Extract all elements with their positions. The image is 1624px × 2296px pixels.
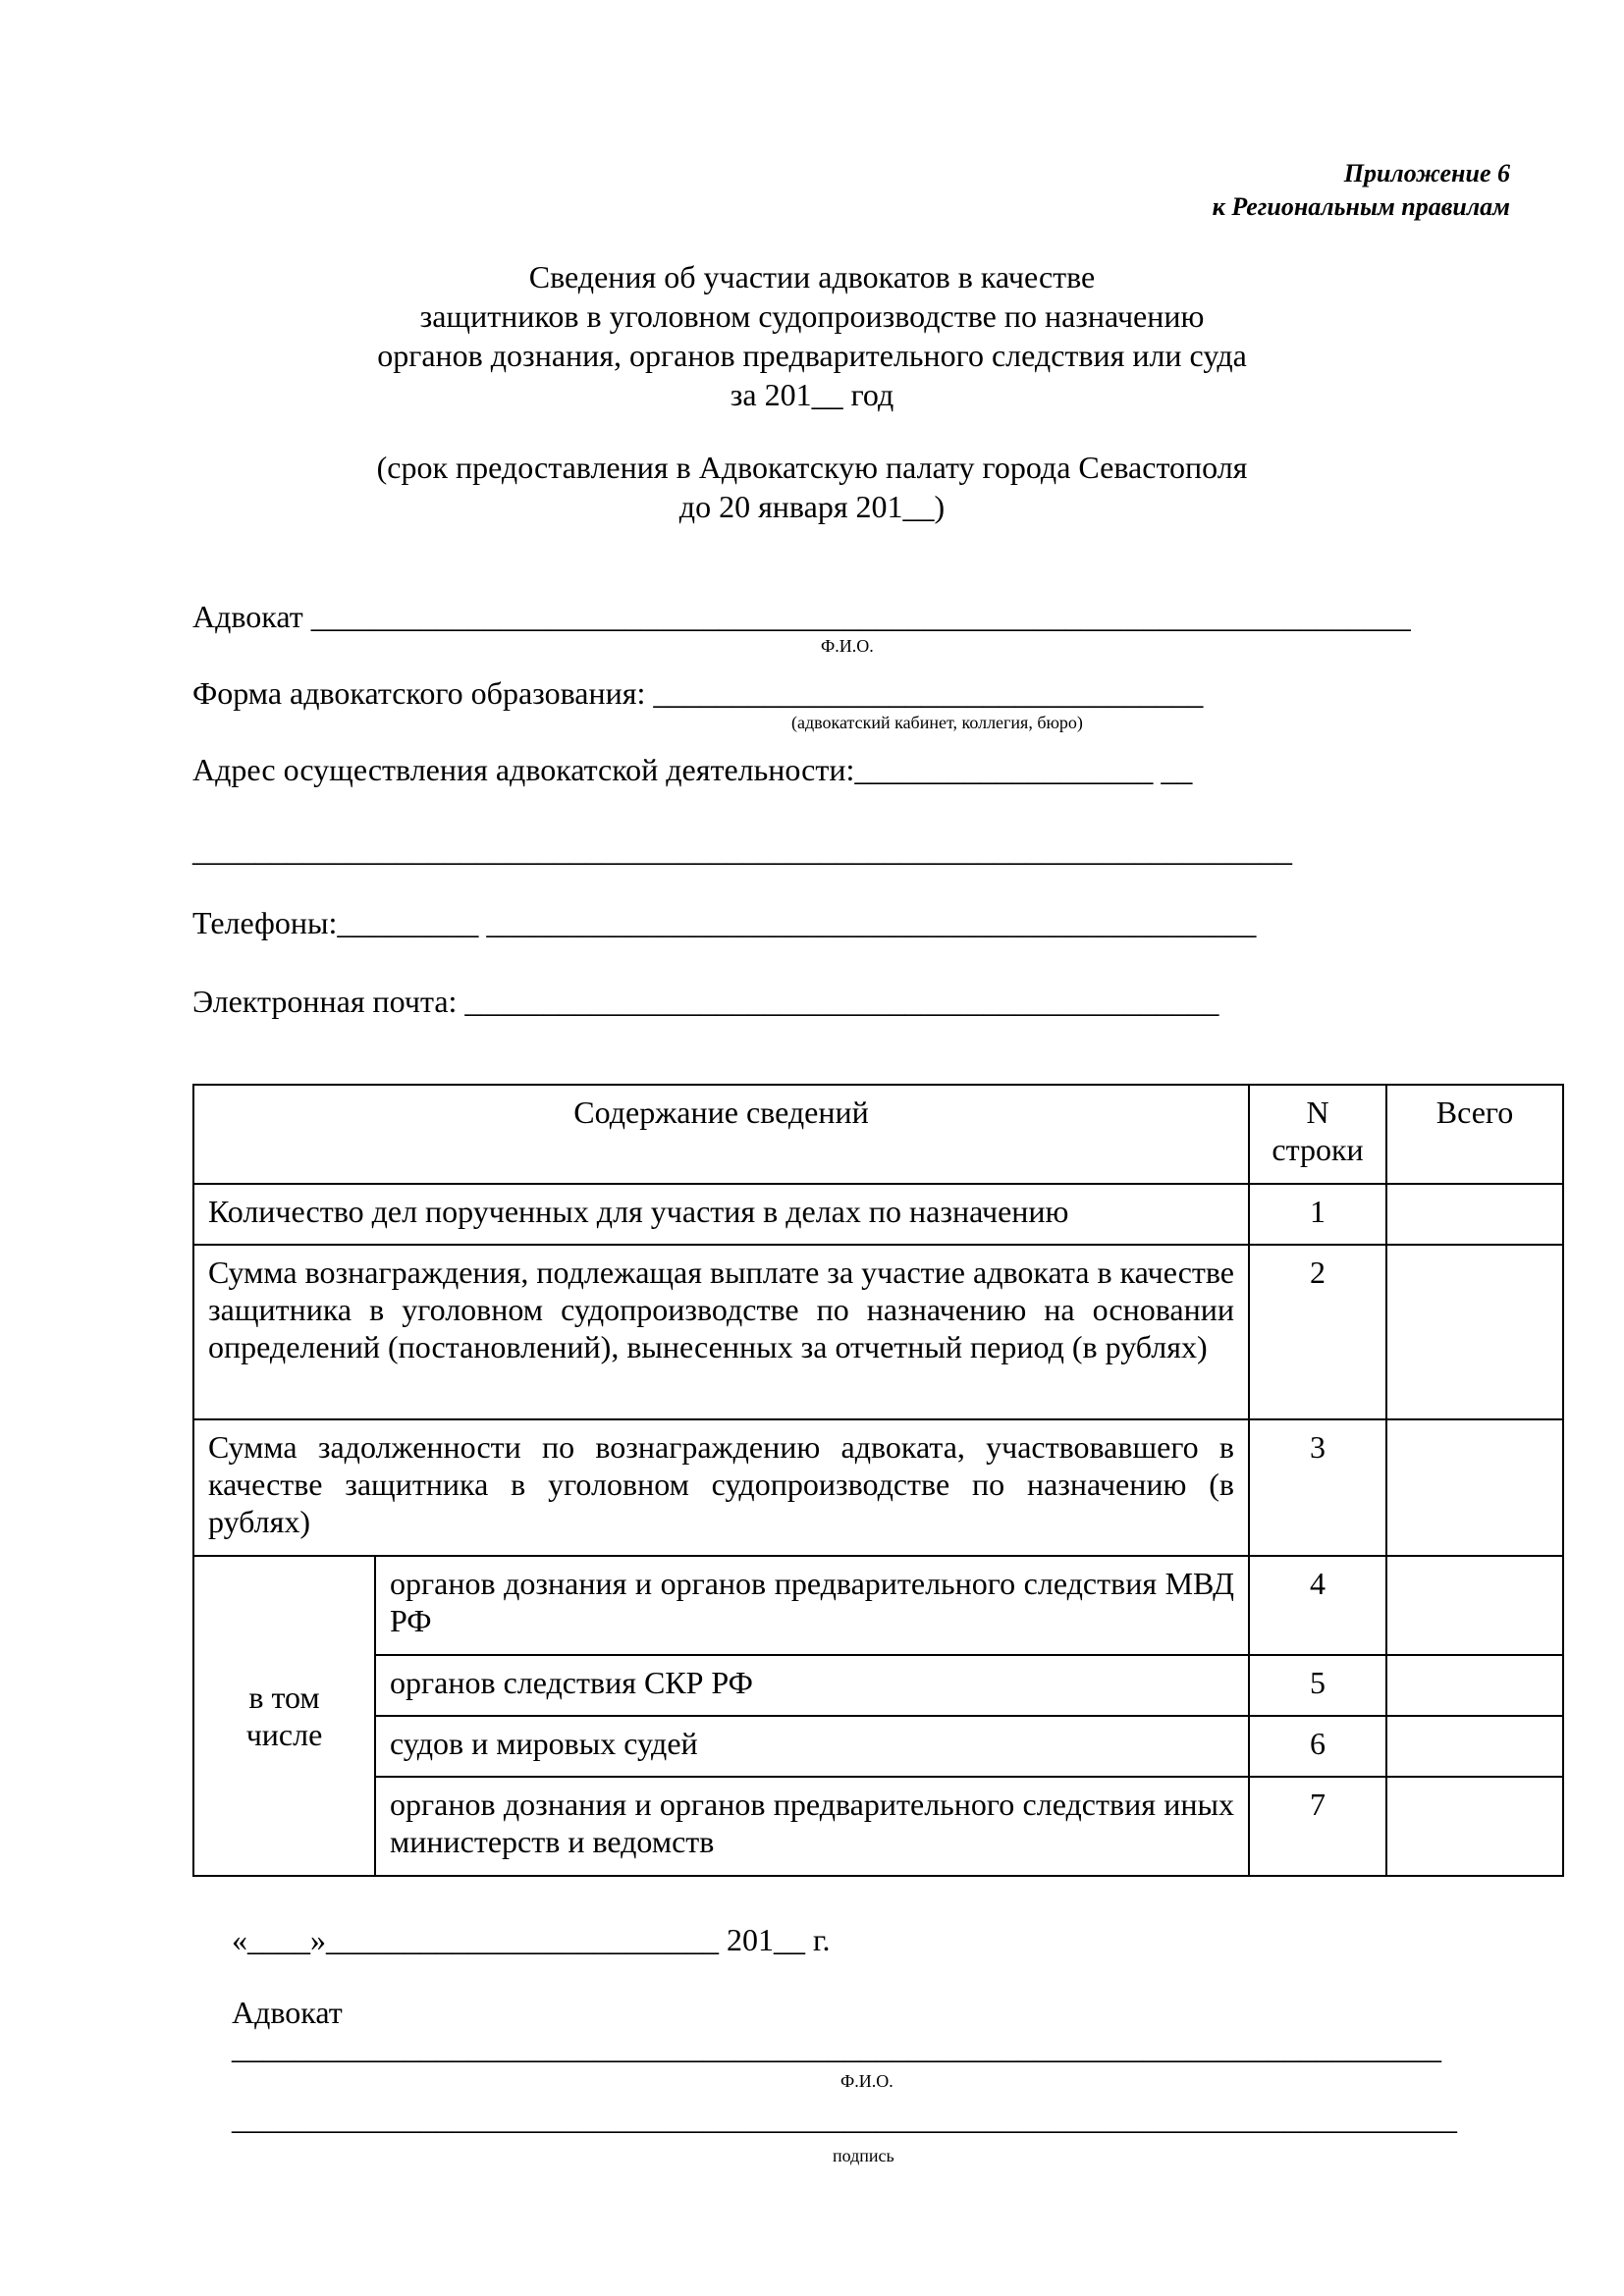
table-row [193,1419,1563,1556]
title-line-4: за 201__ год [730,377,894,412]
advocate-caption: Ф.И.О. [821,636,874,656]
table-subrow [193,1716,1563,1777]
row-number: 3 [1249,1419,1386,1556]
row-text: Сумма вознаграждения, подлежащая выплате за участие адвоката в качестве защитника в уголовном судопроизводстве по назначению на основании определений (постановлений), вынесенных за отчетный период (в рублях) [193,1245,1249,1419]
title-line-1: Сведения об участии адвокатов в качестве [528,259,1096,294]
table-header-row [193,1085,1563,1184]
table-subrow [193,1777,1563,1876]
row-total-cell[interactable] [1386,1419,1563,1556]
row-total-cell[interactable] [1386,1245,1563,1419]
address-field[interactable]: Адрес осуществления адвокатской деятельности:___________________ __ [192,752,1193,787]
form-field[interactable]: Форма адвокатского образования: ___________________________________ [192,675,1204,711]
row-total-cell[interactable] [1386,1556,1563,1655]
header-row-number: N строки [1249,1085,1386,1184]
group-label-in-total: в том числе [193,1556,375,1876]
deadline-line-2: до 20 января 201__) [678,489,946,524]
row-number: 4 [1249,1556,1386,1655]
footer-signature-line[interactable]: ______________________________________________________________________________ [232,2101,1457,2136]
subrow-text: судов и мировых судей [375,1716,1249,1777]
deadline-line-1: (срок предоставления в Адвокатскую палату города Севастополя [376,450,1248,485]
subrow-text: органов следствия СКР РФ [375,1655,1249,1716]
table-subrow [193,1556,1563,1655]
table-row [193,1184,1563,1245]
address-field-line-2[interactable]: ______________________________________________________________________ [192,832,1292,868]
info-table [192,1084,1564,1877]
date-field[interactable]: «____»_________________________ 201__ г. [232,1922,831,1957]
footer-name-caption: Ф.И.О. [840,2071,893,2091]
footer-signature-caption: подпись [833,2146,894,2165]
row-number: 5 [1249,1655,1386,1716]
title-line-3: органов дознания, органов предварительного следствия или суда [377,338,1247,373]
row-total-cell[interactable] [1386,1184,1563,1245]
footer-name-line[interactable]: _____________________________________________________________________________ [232,2030,1441,2065]
row-number: 1 [1249,1184,1386,1245]
row-total-cell[interactable] [1386,1655,1563,1716]
advocate-field[interactable]: Адвокат ______________________________________________________________________ [192,599,1411,634]
row-text: Сумма задолженности по вознаграждению адвоката, участвовавшего в качестве защитника в уголовном судопроизводстве по назначению (в рублях) [193,1419,1249,1556]
phones-field[interactable]: Телефоны:_________ _________________________________________________ [192,905,1257,940]
header-content: Содержание сведений [193,1085,1249,1184]
form-caption: (адвокатский кабинет, коллегия, бюро) [791,713,1083,732]
title-line-2: защитников в уголовном судопроизводстве по назначению [419,298,1205,334]
row-total-cell[interactable] [1386,1716,1563,1777]
row-number: 2 [1249,1245,1386,1419]
subrow-text: органов дознания и органов предварительного следствия МВД РФ [375,1556,1249,1655]
subrow-text: органов дознания и органов предварительного следствия иных министерств и ведомств [375,1777,1249,1876]
row-number: 7 [1249,1777,1386,1876]
row-total-cell[interactable] [1386,1777,1563,1876]
row-number: 6 [1249,1716,1386,1777]
row-text: Количество дел порученных для участия в делах по назначению [193,1184,1249,1245]
table-row [193,1245,1563,1419]
email-field[interactable]: Электронная почта: ________________________________________________ [192,984,1219,1019]
footer-advocate-label: Адвокат [232,1995,343,2030]
appendix-line-2: к Региональным правилам [1212,192,1510,221]
table-subrow [193,1655,1563,1716]
appendix-line-1: Приложение 6 [1343,159,1510,187]
header-total: Всего [1386,1085,1563,1184]
